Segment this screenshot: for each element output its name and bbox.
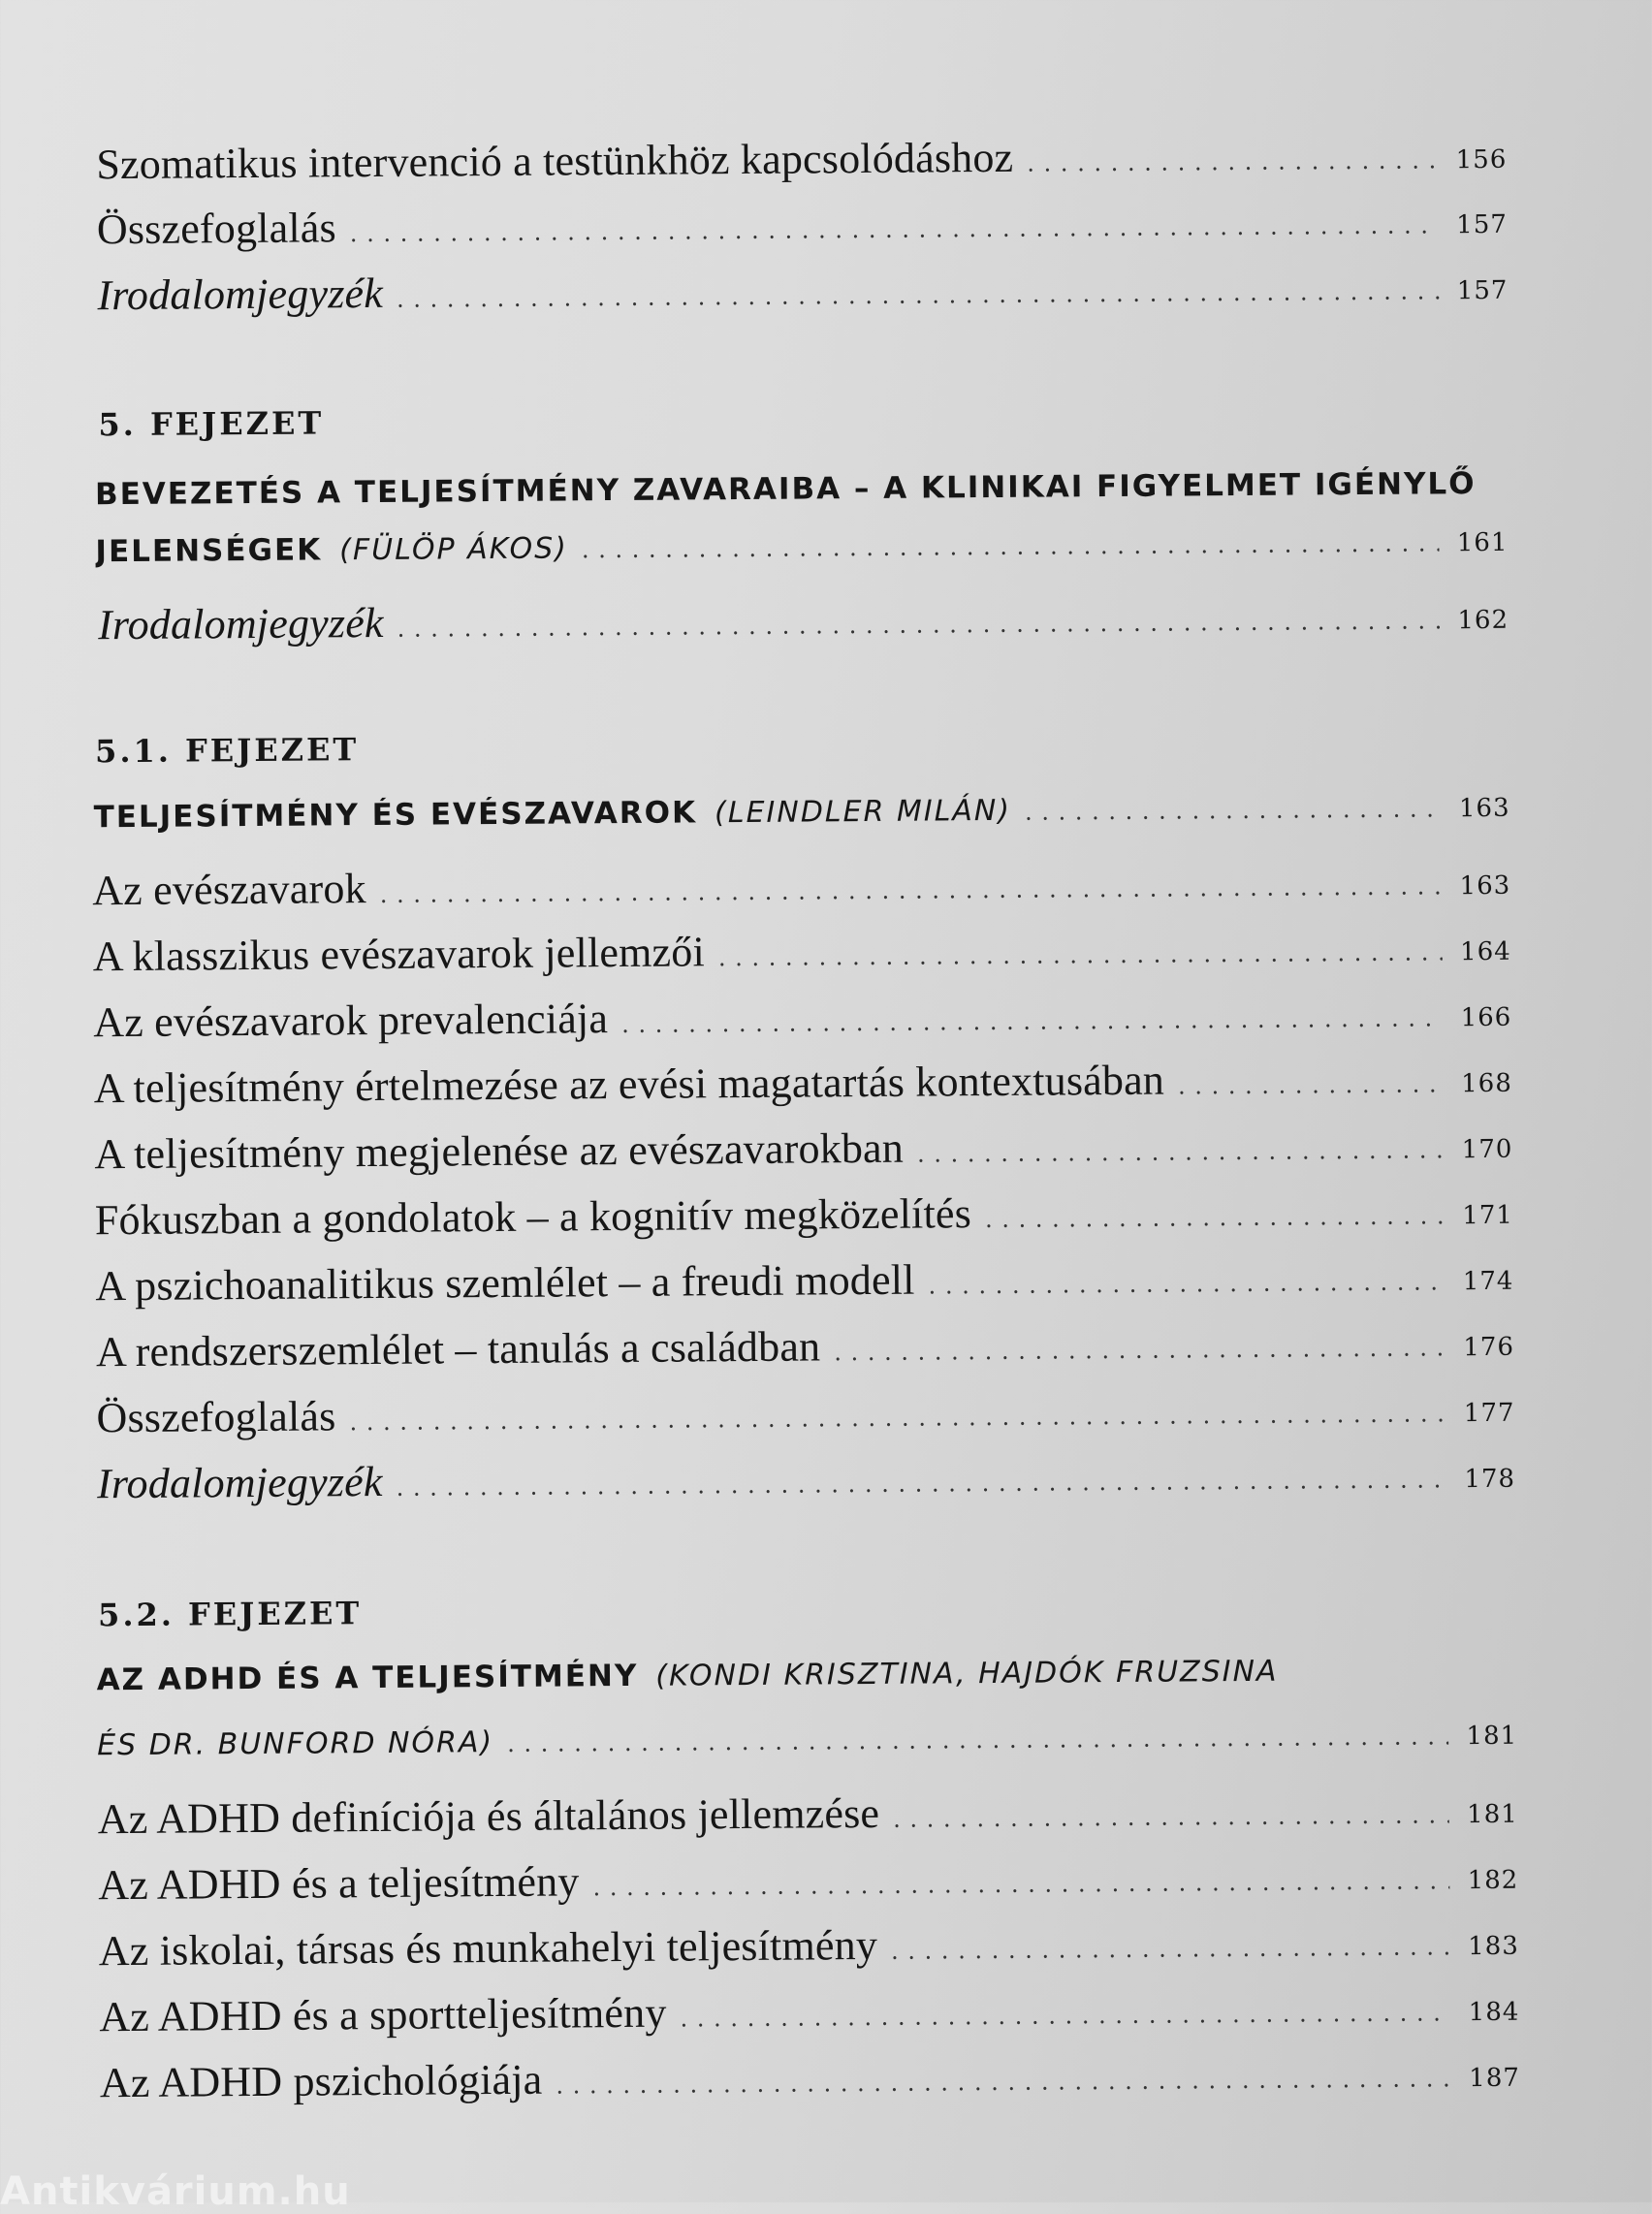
toc-entry: [94, 1053, 1512, 1123]
toc-entry: [96, 1382, 1514, 1453]
toc-entry: [97, 1448, 1515, 1519]
entry-title: A klasszikus evészavarok jellemzői: [92, 928, 706, 981]
toc-entry: [93, 789, 1509, 860]
entry-title: Az evészavarok prevalenciája: [93, 995, 609, 1047]
page-number: 178: [1464, 1464, 1516, 1495]
entry-title: Fókuszban a gondolatok – a kognitív megközelítés: [94, 1189, 972, 1245]
dot-leader: [718, 938, 1443, 971]
chapter-author: (LEINDLER MILÁN): [714, 793, 1012, 831]
entry-title: Irodalomjegyzék: [97, 269, 384, 320]
dot-leader: [893, 1801, 1449, 1833]
toc-entry: [98, 589, 1509, 660]
page-number: 176: [1463, 1332, 1515, 1363]
entry-title: Irodalomjegyzék: [97, 598, 384, 649]
dot-leader: [680, 1999, 1450, 2032]
toc-entry: [95, 1185, 1513, 1255]
toc-entry: [99, 1915, 1519, 1987]
toc-entry: [92, 855, 1510, 926]
chapter-title: BEVEZETÉS A TELJESÍTMÉNY ZAVARAIBA – A KLINIKAI FIGYELMET IGÉNYLŐ: [94, 466, 1477, 513]
toc-entry: [94, 1119, 1512, 1189]
entry-title: A rendszerszemlélet – tanulás a családban: [95, 1322, 821, 1376]
chapter-author-continued: ÉS DR. BUNFORD NÓRA): [97, 1725, 494, 1763]
dot-leader: [917, 1136, 1445, 1167]
chapter-title-continued: JELENSÉGEK: [95, 532, 323, 570]
page-number: 170: [1461, 1134, 1513, 1165]
entry-title: Szomatikus intervenció a testünkhöz kapcsolódáshoz: [96, 133, 1014, 189]
toc-entry: [98, 1850, 1518, 1921]
watermark: Antikvárium.hu: [0, 2169, 351, 2214]
dot-leader: [507, 1723, 1449, 1757]
chapter-title: TELJESÍTMÉNY ÉS EVÉSZAVAROK: [93, 795, 698, 836]
dot-leader: [929, 1268, 1446, 1299]
chapter-author: (FÜLÖP ÁKOS): [339, 531, 569, 568]
toc-entry: [95, 523, 1508, 594]
dot-leader: [592, 1867, 1449, 1901]
entry-title: Az ADHD és a sportteljesítmény: [99, 1988, 667, 2041]
entry-title: Az ADHD definíciója és általános jellemzése: [97, 1788, 880, 1844]
dot-leader: [397, 1466, 1447, 1502]
dot-leader: [349, 1400, 1446, 1436]
page-number: 171: [1462, 1200, 1514, 1231]
dot-leader: [556, 2065, 1451, 2099]
dot-leader: [621, 1004, 1444, 1038]
chapter-label: 5. FEJEZET: [98, 404, 325, 444]
page-number: 157: [1456, 275, 1509, 306]
toc-entry: [96, 1652, 1516, 1724]
entry-title: A pszichoanalitikus szemlélet – a freudi modell: [95, 1255, 915, 1311]
entry-title: Az evészavarok: [92, 865, 366, 915]
toc-entry: [96, 1316, 1514, 1387]
chapter-label: 5.2. FEJEZET: [97, 1595, 363, 1634]
page-number: 181: [1466, 1721, 1518, 1752]
page-number: 183: [1468, 1931, 1519, 1962]
entry-title: A teljesítmény értelmezése az evési magatartás kontextusában: [93, 1056, 1165, 1113]
page-number: 163: [1459, 870, 1511, 901]
page-number: 168: [1461, 1068, 1512, 1099]
entry-title: Irodalomjegyzék: [96, 1457, 383, 1508]
toc-entry: [93, 987, 1511, 1058]
toc-entry: [98, 1784, 1518, 1855]
entry-title: Összefoglalás: [96, 1392, 336, 1442]
page-number: 161: [1456, 527, 1509, 558]
dot-leader: [1027, 146, 1439, 176]
dot-leader: [380, 872, 1443, 908]
toc-entry: [95, 1250, 1513, 1321]
page-number: 157: [1456, 209, 1508, 240]
page-number: 187: [1469, 2063, 1521, 2094]
dot-leader: [985, 1202, 1445, 1233]
entry-title: Az ADHD pszichológiája: [99, 2055, 543, 2107]
page-number: 164: [1460, 936, 1511, 967]
page-number: 181: [1466, 1799, 1518, 1830]
chapter-author: (KONDI KRISZTINA, HAJDÓK FRUZSINA: [655, 1654, 1279, 1693]
entry-title: Összefoglalás: [96, 204, 337, 254]
chapter-title: AZ ADHD ÉS A TELJESÍTMÉNY: [96, 1658, 639, 1698]
page-number: 156: [1455, 144, 1508, 175]
entry-title: Az iskolai, társas és munkahelyi teljesítmény: [98, 1920, 878, 1976]
toc-entry: [97, 260, 1508, 331]
dot-leader: [1025, 795, 1442, 825]
dot-leader: [891, 1933, 1450, 1965]
dot-leader: [397, 277, 1440, 312]
toc-entry: [96, 129, 1507, 200]
page-number: 163: [1458, 793, 1510, 824]
dot-leader: [834, 1334, 1446, 1366]
page-number: 174: [1462, 1266, 1514, 1297]
page-number: 166: [1460, 1002, 1512, 1033]
page-number: 184: [1468, 1997, 1520, 2028]
dot-leader: [350, 211, 1440, 247]
dot-leader: [397, 607, 1441, 642]
dot-leader: [1178, 1070, 1444, 1099]
page-number: 177: [1463, 1398, 1515, 1429]
page-number: 182: [1467, 1865, 1519, 1896]
toc-entry: [99, 1981, 1519, 2053]
page-number: 162: [1457, 605, 1509, 636]
toc-entry: [93, 921, 1511, 992]
toc-entry: [97, 1718, 1517, 1789]
toc-entry: [97, 194, 1508, 265]
entry-title: Az ADHD és a teljesítmény: [98, 1857, 580, 1910]
chapter-label: 5.1. FEJEZET: [94, 731, 360, 771]
entry-title: A teljesítmény megjelenése az evészavarokban: [94, 1123, 905, 1179]
dot-leader: [582, 529, 1440, 563]
toc-entry: [100, 2047, 1520, 2119]
